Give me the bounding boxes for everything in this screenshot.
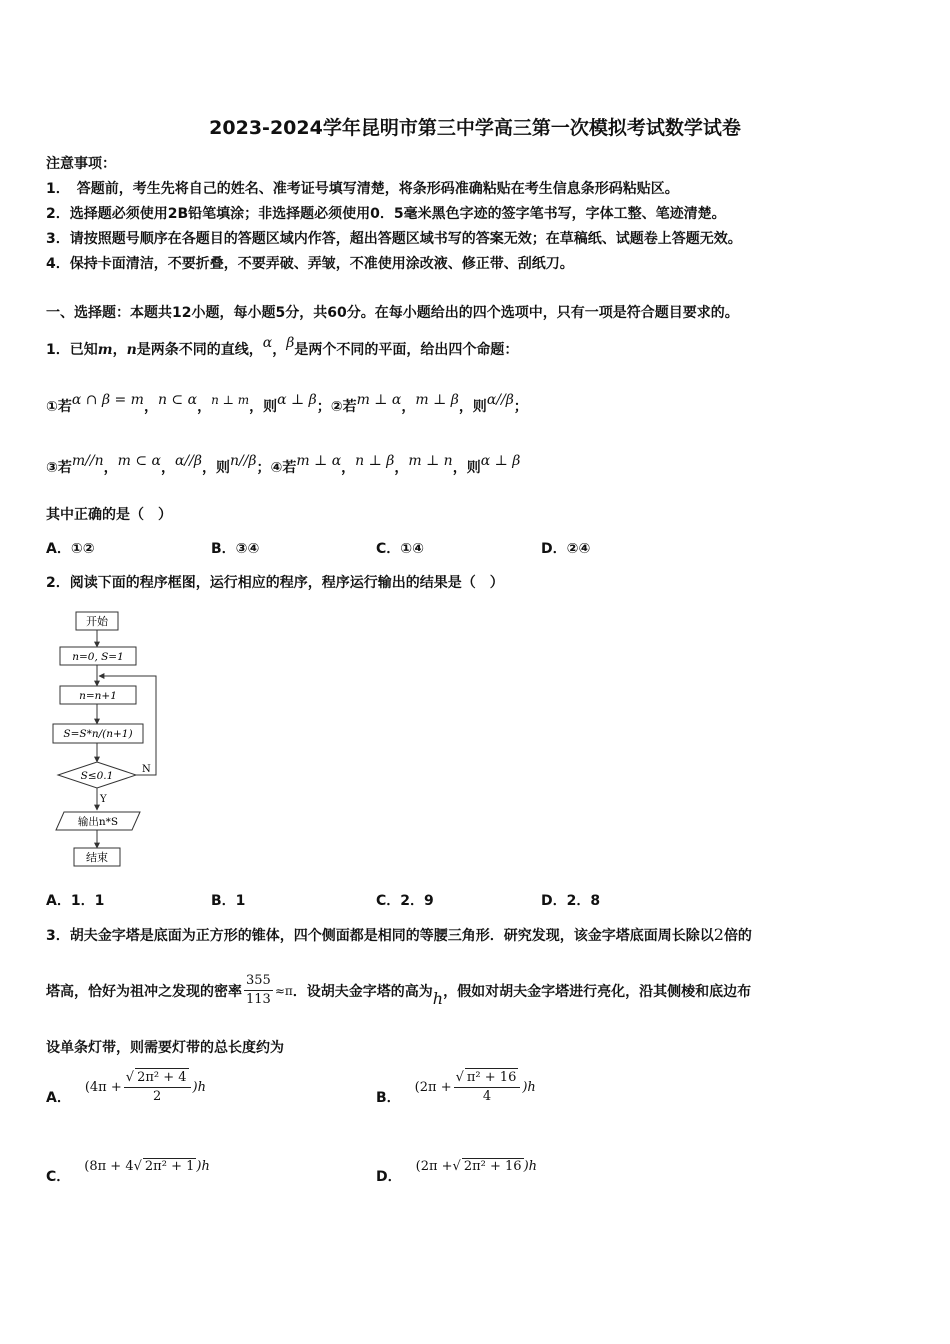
q1-p3-cond3: α//β xyxy=(174,453,202,469)
q3-option-b-frac xyxy=(454,1068,521,1106)
q1-comma-4: ， xyxy=(197,399,212,415)
q1-option-b[interactable]: B．③④ xyxy=(211,541,260,557)
q3-line-3: 设单条灯带，则需要灯带的总长度约为 xyxy=(46,1040,284,1056)
q3-option-d-pre: (2π + xyxy=(415,1158,453,1174)
q1-p4-cond3: m ⊥ n xyxy=(408,453,453,469)
q3-line2-c: ，假如对胡夫金字塔进行亮化，沿其侧棱和底边布 xyxy=(443,983,752,1000)
q1-prop-3-4 xyxy=(46,453,521,477)
q1-comma-8: ， xyxy=(341,460,356,476)
q3-option-a-frac xyxy=(124,1068,191,1106)
q1-option-c[interactable]: C．①④ xyxy=(376,541,424,557)
q1-p2-label: ；②若 xyxy=(316,399,357,415)
q1-p2-cond2: m ⊥ β xyxy=(415,392,459,408)
q3-option-a-rad: 2π² + 4 xyxy=(137,1070,187,1085)
notice-heading: 注意事项： xyxy=(46,156,116,172)
notice-item-3: 3．请按照题号顺序在各题目的答题区域内作答，超出答题区域书写的答案无效；在草稿纸、试题卷上答题无效。 xyxy=(46,231,742,247)
q3-option-d-rad: 2π² + 16 xyxy=(463,1159,522,1174)
q3-option-b-den: 4 xyxy=(482,1089,492,1104)
q1-comma-3: ， xyxy=(143,399,158,415)
flow-output-text: 输出n*S xyxy=(77,816,119,828)
q1-p1-label: ①若 xyxy=(46,399,72,415)
q1-comma-6: ， xyxy=(103,460,118,476)
q1-option-a[interactable]: A．①② xyxy=(46,541,95,557)
q3-line-2 xyxy=(46,972,751,1009)
q3-approx: ≈π xyxy=(274,983,293,998)
q1-p2-cond1: m ⊥ α xyxy=(356,392,402,408)
flow-init-text: n=0, S=1 xyxy=(72,651,124,663)
q3-option-c-post: )h xyxy=(196,1158,210,1174)
flow-end-text: 结束 xyxy=(86,851,108,864)
q3-option-b-pre: (2π + xyxy=(414,1079,452,1095)
q3-option-c[interactable] xyxy=(46,1156,210,1185)
q1-p4-cond2: n ⊥ β xyxy=(355,453,395,469)
q1-p3-cond2: m ⊂ α xyxy=(117,453,161,469)
flow-yes-label: Y xyxy=(100,794,107,805)
q1-p3-cond1: m//n xyxy=(71,453,104,469)
q3-option-a-post: )h xyxy=(192,1079,206,1095)
q1-p4-concl: α ⊥ β xyxy=(480,453,521,469)
q3-line1-a: 3．胡夫金字塔是底面为正方形的锥体，四个侧面都是相同的等腰三角形．研究发现，该金字塔底面周长除以 xyxy=(46,928,714,944)
q1-semi-1: ； xyxy=(513,399,528,415)
q1-beta: β xyxy=(286,335,295,351)
q1-stem xyxy=(46,335,519,359)
q3-frac-den: 113 xyxy=(246,992,271,1007)
q1-m: m xyxy=(97,342,113,358)
q3-line1-b: 倍的 xyxy=(723,928,752,944)
q1-alpha: α xyxy=(262,335,273,351)
q1-p1-concl: α ⊥ β xyxy=(277,392,317,408)
q3-option-a[interactable] xyxy=(46,1068,206,1106)
q3-line2-a: 塔高，恰好为祖冲之发现的密率 xyxy=(46,983,242,1000)
q1-p3-concl: n//β xyxy=(229,453,257,469)
q3-option-d[interactable] xyxy=(376,1156,538,1185)
q3-frac-num: 355 xyxy=(244,972,273,991)
q3-option-a-label: A． xyxy=(46,1090,71,1106)
q1-comma-5: ， xyxy=(401,399,416,415)
q1-stem-a: 1．已知 xyxy=(46,342,98,358)
q1-p2-concl: α//β xyxy=(486,392,514,408)
q1-ze-3: ，则 xyxy=(201,460,230,476)
q2-option-a[interactable]: A．1．1 xyxy=(46,893,105,909)
q1-question: 其中正确的是（ ） xyxy=(46,507,172,523)
q1-comma-2: ， xyxy=(272,342,287,358)
page-title: 2023-2024学年昆明市第三中学高三第一次模拟考试数学试卷 xyxy=(209,117,741,139)
q2-stem: 2．阅读下面的程序框图，运行相应的程序，程序运行输出的结果是（ ） xyxy=(46,575,504,591)
q1-ze-4: ，则 xyxy=(452,460,481,476)
q3-option-b-num: √ π² + 16 xyxy=(454,1068,521,1088)
q3-two: 2 xyxy=(713,925,724,944)
q1-p1-cond2: n ⊂ α xyxy=(157,392,198,408)
q3-line-1 xyxy=(46,925,752,945)
q1-ze-1: ，则 xyxy=(249,399,278,415)
q3-option-d-root: √ 2π² + 16 xyxy=(452,1159,522,1174)
flow-inc-text: n=n+1 xyxy=(79,690,117,702)
q2-option-b[interactable]: B．1 xyxy=(211,893,246,909)
q3-option-a-pre: (4π + xyxy=(84,1079,122,1095)
flow-no-label: N xyxy=(142,764,151,775)
q3-option-b-rad: π² + 16 xyxy=(466,1070,517,1085)
flow-cond-text: S≤0.1 xyxy=(80,770,114,782)
q3-option-c-pre: (8π + 4 xyxy=(84,1158,134,1174)
q1-comma-7: ， xyxy=(160,460,175,476)
q3-option-c-rad: 2π² + 1 xyxy=(144,1159,195,1174)
q1-n: n xyxy=(126,342,137,358)
q1-p3-label: ③若 xyxy=(46,460,72,476)
q3-fraction xyxy=(244,972,273,1009)
flow-start-text: 开始 xyxy=(86,615,108,628)
q3-option-a-den: 2 xyxy=(153,1089,162,1104)
notice-item-4: 4．保持卡面清洁，不要折叠，不要弄破、弄皱，不准使用涂改液、修正带、刮纸刀。 xyxy=(46,256,574,272)
q3-h: h xyxy=(432,989,444,1008)
q2-option-c[interactable]: C．2．9 xyxy=(376,893,434,909)
flow-update-text: S=S*n/(n+1) xyxy=(63,728,133,740)
q2-flowchart xyxy=(50,606,170,872)
q3-option-b-label: B． xyxy=(376,1090,401,1106)
q3-option-d-label: D． xyxy=(376,1169,402,1185)
q3-option-d-post: )h xyxy=(523,1158,538,1174)
q3-line2-b: ．设胡夫金字塔的高为 xyxy=(292,983,433,1000)
q2-option-d[interactable]: D．2．8 xyxy=(541,893,601,909)
q3-option-c-root: √ 2π² + 1 xyxy=(133,1159,195,1174)
q1-p4-cond1: m ⊥ α xyxy=(296,453,342,469)
q3-option-a-num: √ 2π² + 4 xyxy=(124,1068,191,1088)
notice-item-2: 2．选择题必须使用2B铅笔填涂；非选择题必须使用0．5毫米黑色字迹的签字笔书写，字体工整、笔迹清楚。 xyxy=(46,206,726,222)
q1-prop-1-2 xyxy=(46,392,528,416)
q3-option-c-label: C． xyxy=(46,1169,71,1185)
q1-stem-c: 是两个不同的平面，给出四个命题： xyxy=(294,342,519,358)
section-heading: 一、选择题：本题共12小题，每小题5分，共60分。在每小题给出的四个选项中，只有一项是符合题目要求的。 xyxy=(46,305,739,321)
q1-p1-cond3: n ⊥ m xyxy=(211,393,250,407)
q3-option-b[interactable] xyxy=(376,1068,536,1106)
q3-option-b-post: )h xyxy=(522,1079,536,1095)
q1-p1-cond1: α ∩ β = m xyxy=(71,392,144,408)
q1-comma: ， xyxy=(112,342,127,358)
q1-option-d[interactable]: D．②④ xyxy=(541,541,591,557)
q1-ze-2: ，则 xyxy=(458,399,487,415)
q1-comma-9: ， xyxy=(394,460,409,476)
notice-item-1: 1． 答题前，考生先将自己的姓名、准考证号填写清楚，将条形码准确粘贴在考生信息条形码粘贴区。 xyxy=(46,181,679,197)
q1-stem-b: 是两条不同的直线， xyxy=(136,342,263,358)
q1-p4-label: ；④若 xyxy=(256,460,297,476)
